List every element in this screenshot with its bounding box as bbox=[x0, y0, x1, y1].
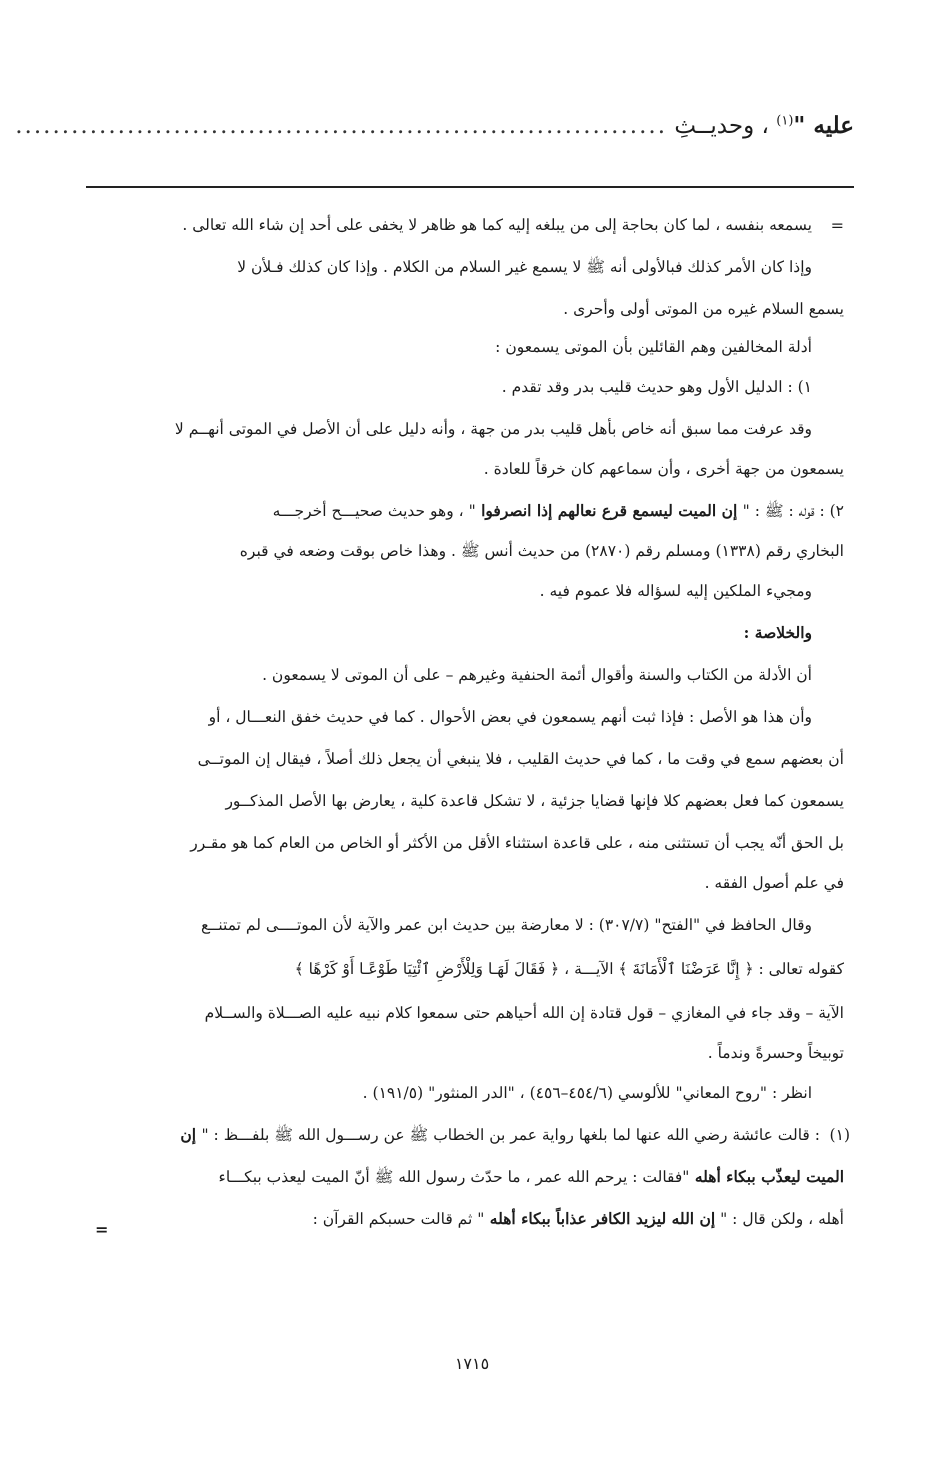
body-line: ومجيء الملكين إليه لسؤاله فلا عموم فيه . bbox=[539, 582, 812, 600]
footnote-line bbox=[84, 1118, 820, 1152]
header-footnote-ref[interactable]: (١) bbox=[776, 113, 794, 129]
footnote-line bbox=[84, 1160, 844, 1194]
footnote-continuation-marker: = bbox=[95, 1220, 109, 1239]
footnote-text: "فقالت : يرحم الله عمر ، ما حدّث رسول الله ﷺ أنّ الميت ليعذب ببكـــاء bbox=[218, 1168, 690, 1186]
body-line: وأن هذا هو الأصل : فإذا ثبت أنهم يسمعون في بعض الأحوال . كما في حديث خفق النعـــال ، أو bbox=[208, 708, 812, 726]
header-dots: ...................................................................... bbox=[15, 113, 668, 139]
hadith-line bbox=[84, 494, 844, 528]
header-bold-text: عليه " bbox=[793, 112, 854, 139]
footnote-bold: إن bbox=[180, 1125, 202, 1144]
body-line: يسمعون كما فعل بعضهم كلا فإنها قضايا جزئية ، لا تشكل قاعدة كلية ، يعارض بها الأصل المذكــور bbox=[225, 792, 844, 810]
header-divider bbox=[86, 186, 854, 188]
continuation-marker: = bbox=[830, 216, 844, 235]
body-line: بل الحق أنّه يجب أن تستثنى منه ، على قاعدة استثناء الأقل من الأكثر أو الخاص من العام كما هو مقـرر bbox=[190, 834, 844, 852]
body-line: يسمعه بنفسه ، لما كان بحاجة إلى من يبلغه إليه كما هو ظاهر لا يخفى على أحد إن شاء الله تعالى . bbox=[182, 216, 812, 234]
quran-line: كقوله تعالى : ﴿ إِنَّا عَرَضْنَا ٱلْأَمَانَةَ ﴾ الآيـــة ، ﴿ فَقَالَ لَهَـا وَلِلْأَرْضِ ٱئْتِيَا طَوْعًـا أَوْ كَرْهًا ﴾ bbox=[294, 960, 844, 978]
page-number: ١٧١٥ bbox=[454, 1354, 490, 1373]
body-line: أن بعضهم سمع في وقت ما ، كما في حديث القليب ، فلا ينبغي أن يجعل ذلك أصلاً ، فيقال إن الموتــى bbox=[197, 750, 844, 768]
hadith-text: إن الميت ليسمع قرع نعالهم إذا انصرفوا bbox=[475, 501, 743, 520]
body-line: ١) : الدليل الأول وهو حديث قليب بدر وقد تقدم . bbox=[501, 378, 812, 396]
body-line: البخاري رقم (١٣٣٨) ومسلم رقم (٢٨٧٠) من حديث أنس ﷺ . وهذا خاص بوقت وضعه في قبره bbox=[239, 542, 844, 560]
footnote-bold: الميت ليعذّب ببكاء أهله bbox=[689, 1167, 844, 1186]
body-line: توبيخاً وحسرةً وندماً . bbox=[707, 1044, 844, 1062]
body-line: يسمعون من جهة أخرى ، وأن سماعهم كان خرقاً للعادة . bbox=[483, 460, 844, 478]
body-line: وإذا كان الأمر كذلك فبالأولى أنه ﷺ لا يسمع غير السلام من الكلام . وإذا كان كذلك فـلأن لا bbox=[237, 258, 812, 276]
hadith-suffix: " ، وهو حديث صحيـــح أخرجـــه bbox=[272, 502, 476, 520]
footnote-text: " ثم قالت حسبكم القرآن : bbox=[312, 1210, 485, 1228]
body-line: الآية – وقد جاء في المغازي – قول قتادة إن الله أحياهم حتى سمعوا كلام نبيه عليه الصـــلاة والســلام bbox=[204, 1004, 844, 1022]
body-line: وقد عرفت مما سبق أنه خاص بأهل قليب بدر من جهة ، وأنه دليل على أن الأصل في الموتى أنهــم لا bbox=[174, 420, 812, 438]
footnote-marker: (١) bbox=[829, 1126, 850, 1144]
footnote-text: أهله ، ولكن قال : " bbox=[715, 1210, 844, 1228]
footnote-text: : قالت عائشة رضي الله عنها لما بلغها رواية عمر بن الخطاب ﷺ عن رســـول الله ﷺ بلفـــظ : " bbox=[201, 1126, 820, 1144]
summary-heading: والخلاصة : bbox=[743, 623, 812, 642]
body-line: يسمع السلام غيره من الموتى أولى وأحرى . bbox=[563, 300, 844, 318]
hadith-prefix: ٢) : قوله : ﷺ : " bbox=[742, 502, 844, 520]
body-line: أن الأدلة من الكتاب والسنة وأقوال أئمة الحنفية وغيرهم – على أن الموتى لا يسمعون . bbox=[262, 666, 812, 684]
footnote-line bbox=[140, 1202, 844, 1236]
page-header bbox=[15, 112, 854, 152]
body-line: وقال الحافظ في "الفتح" (٣٠٧/٧) : لا معارضة بين حديث ابن عمر والآية لأن الموتــــى لم تمتنــع bbox=[201, 916, 812, 934]
header-text: ، وحديــثِ bbox=[674, 113, 769, 139]
body-line: أدلة المخالفين وهم القائلين بأن الموتى يسمعون : bbox=[495, 338, 812, 356]
body-line: انظر : "روح المعاني" للألوسي (٤٥٤/٦–٤٥٦) ، "الدر المنثور" (١٩١/٥) . bbox=[362, 1084, 812, 1102]
body-line: في علم أصول الفقه . bbox=[704, 874, 844, 892]
footnote-bold: إن الله ليزيد الكافر عذاباً ببكاء أهله bbox=[484, 1209, 716, 1228]
